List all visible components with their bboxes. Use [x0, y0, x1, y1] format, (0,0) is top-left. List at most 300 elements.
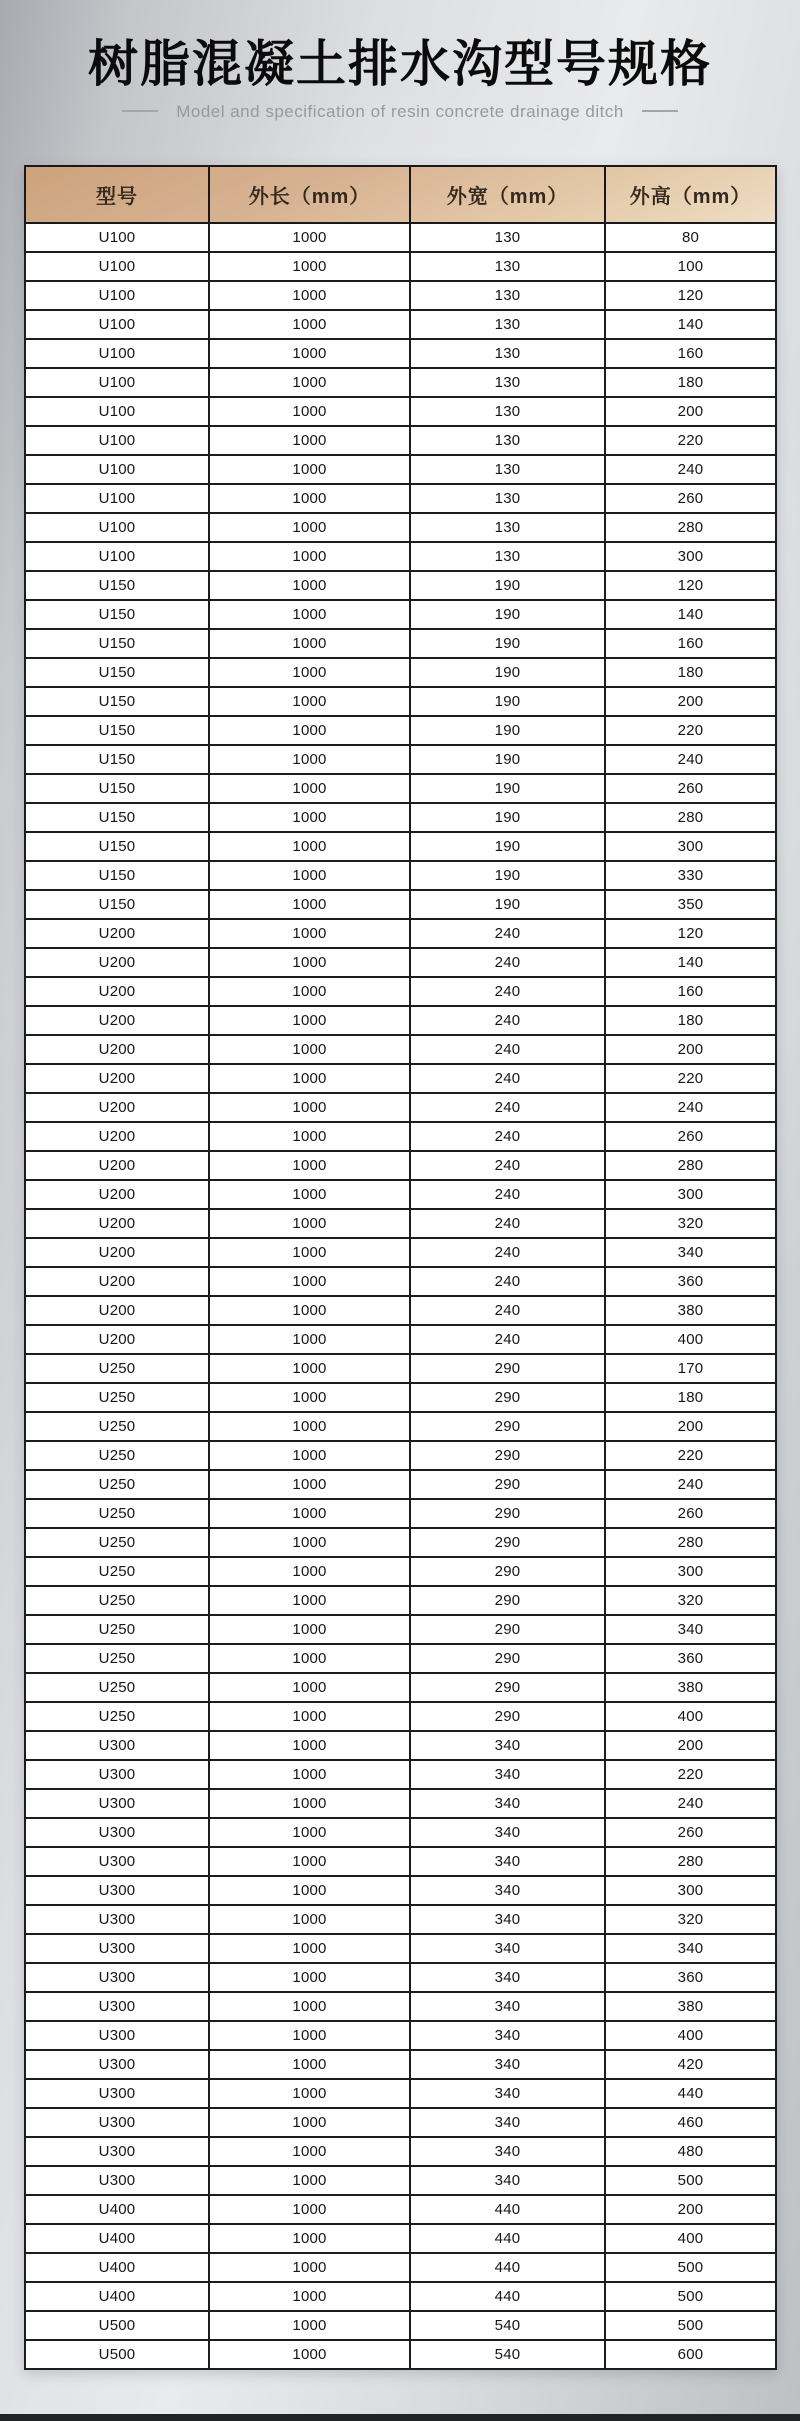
table-cell: 280	[605, 1847, 776, 1876]
table-cell: 260	[605, 484, 776, 513]
table-row	[25, 1354, 776, 1383]
table-cell: 1000	[209, 426, 410, 455]
table-cell: U150	[25, 571, 209, 600]
table-cell: 1000	[209, 1644, 410, 1673]
table-cell: U100	[25, 426, 209, 455]
table-cell: 350	[605, 890, 776, 919]
table-cell: 1000	[209, 861, 410, 890]
table-cell: 340	[410, 1963, 605, 1992]
bottom-bar	[0, 2414, 800, 2421]
table-cell: 120	[605, 919, 776, 948]
table-row	[25, 1006, 776, 1035]
table-row	[25, 1267, 776, 1296]
table-cell: 1000	[209, 2021, 410, 2050]
table-cell: U200	[25, 1093, 209, 1122]
table-cell: 190	[410, 745, 605, 774]
table-row	[25, 2050, 776, 2079]
table-cell: 280	[605, 513, 776, 542]
table-cell: 1000	[209, 629, 410, 658]
table-cell: U300	[25, 1760, 209, 1789]
table-cell: 290	[410, 1586, 605, 1615]
table-cell: 1000	[209, 745, 410, 774]
table-cell: U250	[25, 1441, 209, 1470]
table-cell: 1000	[209, 223, 410, 252]
table-cell: U150	[25, 861, 209, 890]
table-row	[25, 1122, 776, 1151]
table-cell: 320	[605, 1586, 776, 1615]
table-row	[25, 890, 776, 919]
table-row	[25, 1209, 776, 1238]
table-cell: U100	[25, 455, 209, 484]
table-cell: 440	[410, 2282, 605, 2311]
table-cell: 1000	[209, 1615, 410, 1644]
table-cell: U100	[25, 223, 209, 252]
table-cell: U300	[25, 2137, 209, 2166]
table-cell: 1000	[209, 368, 410, 397]
table-cell: U300	[25, 2079, 209, 2108]
table-cell: U150	[25, 832, 209, 861]
table-cell: 600	[605, 2340, 776, 2369]
table-row	[25, 397, 776, 426]
table-cell: 240	[410, 1093, 605, 1122]
table-cell: 240	[410, 919, 605, 948]
table-cell: 240	[410, 1325, 605, 1354]
table-cell: 440	[410, 2224, 605, 2253]
table-cell: 1000	[209, 1934, 410, 1963]
table-cell: 340	[410, 1992, 605, 2021]
table-cell: U200	[25, 1267, 209, 1296]
table-cell: 340	[410, 2137, 605, 2166]
table-cell: 1000	[209, 1847, 410, 1876]
table-cell: 220	[605, 1064, 776, 1093]
table-cell: 240	[410, 1122, 605, 1151]
table-cell: 500	[605, 2253, 776, 2282]
table-row	[25, 774, 776, 803]
table-cell: U100	[25, 397, 209, 426]
table-cell: U300	[25, 2050, 209, 2079]
table-cell: 190	[410, 658, 605, 687]
table-row	[25, 948, 776, 977]
table-cell: 1000	[209, 1296, 410, 1325]
table-row	[25, 1151, 776, 1180]
table-cell: 200	[605, 1035, 776, 1064]
table-cell: 380	[605, 1992, 776, 2021]
table-cell: 130	[410, 484, 605, 513]
table-row	[25, 861, 776, 890]
table-cell: 240	[410, 948, 605, 977]
table-cell: 240	[410, 977, 605, 1006]
table-cell: 220	[605, 1760, 776, 1789]
table-cell: 200	[605, 397, 776, 426]
table-cell: 130	[410, 542, 605, 571]
table-row	[25, 1238, 776, 1267]
table-cell: 240	[410, 1035, 605, 1064]
table-cell: U300	[25, 1818, 209, 1847]
table-cell: 280	[605, 1151, 776, 1180]
table-row	[25, 310, 776, 339]
table-cell: 1000	[209, 1789, 410, 1818]
table-cell: U150	[25, 890, 209, 919]
table-cell: 1000	[209, 890, 410, 919]
table-cell: 420	[605, 2050, 776, 2079]
table-cell: 1000	[209, 2340, 410, 2369]
table-cell: 340	[410, 2079, 605, 2108]
table-row	[25, 223, 776, 252]
table-cell: 180	[605, 1383, 776, 1412]
subtitle-left-dash-icon	[122, 110, 158, 112]
table-cell: 1000	[209, 1992, 410, 2021]
table-cell: 1000	[209, 1035, 410, 1064]
table-cell: U300	[25, 1905, 209, 1934]
table-row	[25, 2340, 776, 2369]
table-cell: 190	[410, 629, 605, 658]
table-row	[25, 1093, 776, 1122]
table-cell: 220	[605, 1441, 776, 1470]
table-cell: 130	[410, 339, 605, 368]
table-cell: 240	[410, 1180, 605, 1209]
table-row	[25, 426, 776, 455]
table-cell: U200	[25, 1325, 209, 1354]
table-row	[25, 484, 776, 513]
spec-table-body	[25, 223, 776, 2369]
table-cell: 220	[605, 426, 776, 455]
table-cell: 130	[410, 310, 605, 339]
table-row	[25, 2282, 776, 2311]
table-cell: 1000	[209, 1093, 410, 1122]
table-cell: 130	[410, 281, 605, 310]
table-cell: 340	[410, 1905, 605, 1934]
table-row	[25, 803, 776, 832]
table-row	[25, 1702, 776, 1731]
table-cell: 290	[410, 1354, 605, 1383]
table-cell: 190	[410, 716, 605, 745]
table-row	[25, 455, 776, 484]
table-row	[25, 1876, 776, 1905]
table-row	[25, 513, 776, 542]
table-cell: 290	[410, 1557, 605, 1586]
table-cell: 300	[605, 542, 776, 571]
table-cell: U300	[25, 1934, 209, 1963]
table-cell: 380	[605, 1673, 776, 1702]
table-cell: 1000	[209, 1818, 410, 1847]
table-cell: U300	[25, 1963, 209, 1992]
table-row	[25, 600, 776, 629]
table-cell: 1000	[209, 2253, 410, 2282]
table-cell: U200	[25, 1238, 209, 1267]
table-cell: U100	[25, 252, 209, 281]
table-cell: 340	[410, 1789, 605, 1818]
table-cell: 140	[605, 600, 776, 629]
table-cell: U100	[25, 310, 209, 339]
table-cell: 280	[605, 1528, 776, 1557]
table-cell: 140	[605, 948, 776, 977]
table-row	[25, 1470, 776, 1499]
table-cell: 1000	[209, 948, 410, 977]
table-cell: 290	[410, 1499, 605, 1528]
table-cell: 200	[605, 687, 776, 716]
table-cell: 190	[410, 687, 605, 716]
table-cell: 1000	[209, 658, 410, 687]
table-cell: 240	[605, 1789, 776, 1818]
table-cell: U200	[25, 1122, 209, 1151]
table-cell: U300	[25, 1789, 209, 1818]
table-cell: U200	[25, 1035, 209, 1064]
table-cell: 260	[605, 1818, 776, 1847]
table-row	[25, 2166, 776, 2195]
table-cell: 1000	[209, 2224, 410, 2253]
table-cell: 240	[605, 745, 776, 774]
table-cell: 1000	[209, 1673, 410, 1702]
table-cell: 130	[410, 223, 605, 252]
table-cell: 340	[410, 1731, 605, 1760]
table-cell: 180	[605, 368, 776, 397]
table-cell: 540	[410, 2311, 605, 2340]
table-row	[25, 2137, 776, 2166]
table-cell: 130	[410, 513, 605, 542]
table-cell: 400	[605, 1702, 776, 1731]
table-cell: 290	[410, 1644, 605, 1673]
table-cell: 1000	[209, 455, 410, 484]
table-cell: 290	[410, 1412, 605, 1441]
table-cell: 190	[410, 861, 605, 890]
table-row	[25, 1296, 776, 1325]
table-row	[25, 2108, 776, 2137]
table-cell: 290	[410, 1528, 605, 1557]
table-cell: U200	[25, 1180, 209, 1209]
page-title: 树脂混凝土排水沟型号规格	[88, 36, 712, 92]
spec-table	[24, 165, 777, 2370]
table-cell: 1000	[209, 310, 410, 339]
table-cell: 290	[410, 1615, 605, 1644]
table-row	[25, 658, 776, 687]
table-cell: 340	[410, 1876, 605, 1905]
col-header-outer-width: 外宽（mm）	[410, 166, 605, 223]
table-cell: 190	[410, 803, 605, 832]
table-cell: 180	[605, 658, 776, 687]
table-row	[25, 1586, 776, 1615]
table-cell: 500	[605, 2311, 776, 2340]
table-cell: 300	[605, 1876, 776, 1905]
table-cell: U150	[25, 658, 209, 687]
table-row	[25, 2195, 776, 2224]
table-cell: U300	[25, 2108, 209, 2137]
table-cell: 1000	[209, 1586, 410, 1615]
table-cell: U250	[25, 1383, 209, 1412]
table-cell: 400	[605, 1325, 776, 1354]
table-cell: 120	[605, 281, 776, 310]
table-cell: 1000	[209, 2050, 410, 2079]
table-cell: 290	[410, 1702, 605, 1731]
table-row	[25, 745, 776, 774]
table-cell: 1000	[209, 1557, 410, 1586]
table-cell: 220	[605, 716, 776, 745]
table-cell: 1000	[209, 281, 410, 310]
table-cell: 240	[605, 1093, 776, 1122]
table-cell: 1000	[209, 716, 410, 745]
table-cell: 240	[410, 1064, 605, 1093]
col-header-model: 型号	[25, 166, 209, 223]
table-cell: U100	[25, 513, 209, 542]
table-cell: 290	[410, 1673, 605, 1702]
table-row	[25, 1412, 776, 1441]
table-cell: 160	[605, 339, 776, 368]
table-row	[25, 1905, 776, 1934]
table-cell: 130	[410, 397, 605, 426]
table-cell: 290	[410, 1470, 605, 1499]
table-row	[25, 2079, 776, 2108]
table-row	[25, 1992, 776, 2021]
table-cell: U250	[25, 1702, 209, 1731]
table-cell: 360	[605, 1267, 776, 1296]
table-cell: 1000	[209, 977, 410, 1006]
table-cell: 1000	[209, 513, 410, 542]
table-cell: 1000	[209, 1905, 410, 1934]
table-cell: 400	[605, 2224, 776, 2253]
table-cell: U200	[25, 1151, 209, 1180]
table-cell: 340	[605, 1615, 776, 1644]
table-cell: 1000	[209, 2311, 410, 2340]
table-cell: 540	[410, 2340, 605, 2369]
table-cell: 1000	[209, 1441, 410, 1470]
table-cell: 340	[605, 1934, 776, 1963]
table-cell: U500	[25, 2340, 209, 2369]
table-cell: 380	[605, 1296, 776, 1325]
table-cell: 280	[605, 803, 776, 832]
table-cell: 300	[605, 1180, 776, 1209]
table-cell: 1000	[209, 1354, 410, 1383]
table-cell: U250	[25, 1528, 209, 1557]
table-cell: 1000	[209, 919, 410, 948]
table-cell: U300	[25, 1992, 209, 2021]
table-cell: U300	[25, 1847, 209, 1876]
table-row	[25, 687, 776, 716]
table-row	[25, 2021, 776, 2050]
table-cell: U250	[25, 1644, 209, 1673]
table-cell: 290	[410, 1441, 605, 1470]
table-cell: 1000	[209, 542, 410, 571]
table-cell: 200	[605, 2195, 776, 2224]
table-row	[25, 2253, 776, 2282]
table-cell: 1000	[209, 2079, 410, 2108]
table-cell: U100	[25, 368, 209, 397]
table-row	[25, 1818, 776, 1847]
table-cell: 1000	[209, 687, 410, 716]
table-cell: U150	[25, 600, 209, 629]
table-row	[25, 919, 776, 948]
table-cell: 460	[605, 2108, 776, 2137]
table-cell: 340	[410, 1818, 605, 1847]
table-cell: 1000	[209, 2282, 410, 2311]
table-cell: 260	[605, 774, 776, 803]
table-cell: 340	[605, 1238, 776, 1267]
table-cell: 130	[410, 455, 605, 484]
table-cell: 1000	[209, 339, 410, 368]
table-row	[25, 368, 776, 397]
table-cell: 120	[605, 571, 776, 600]
table-cell: 1000	[209, 1876, 410, 1905]
table-cell: 1000	[209, 2108, 410, 2137]
table-row	[25, 2311, 776, 2340]
table-cell: U200	[25, 1064, 209, 1093]
table-cell: 320	[605, 1905, 776, 1934]
table-header-row	[25, 166, 776, 223]
table-cell: 180	[605, 1006, 776, 1035]
table-cell: U150	[25, 745, 209, 774]
table-cell: 1000	[209, 832, 410, 861]
table-cell: 240	[605, 455, 776, 484]
table-cell: 500	[605, 2282, 776, 2311]
table-row	[25, 1441, 776, 1470]
table-row	[25, 1673, 776, 1702]
table-cell: 340	[410, 1847, 605, 1876]
table-cell: U150	[25, 803, 209, 832]
table-row	[25, 1180, 776, 1209]
table-cell: 340	[410, 1760, 605, 1789]
table-cell: 200	[605, 1412, 776, 1441]
table-cell: U250	[25, 1586, 209, 1615]
table-cell: 1000	[209, 1963, 410, 1992]
table-cell: U250	[25, 1470, 209, 1499]
col-header-outer-height: 外高（mm）	[605, 166, 776, 223]
table-cell: U200	[25, 1209, 209, 1238]
table-cell: U150	[25, 629, 209, 658]
table-cell: 1000	[209, 1267, 410, 1296]
table-row	[25, 1035, 776, 1064]
table-cell: 1000	[209, 1412, 410, 1441]
table-cell: 240	[410, 1267, 605, 1296]
table-row	[25, 1847, 776, 1876]
table-cell: 1000	[209, 1702, 410, 1731]
table-cell: 260	[605, 1122, 776, 1151]
table-cell: U200	[25, 977, 209, 1006]
table-cell: 1000	[209, 252, 410, 281]
table-row	[25, 571, 776, 600]
table-cell: U100	[25, 542, 209, 571]
table-cell: 1000	[209, 1151, 410, 1180]
table-row	[25, 1789, 776, 1818]
table-cell: 300	[605, 832, 776, 861]
table-cell: U150	[25, 687, 209, 716]
table-row	[25, 832, 776, 861]
col-header-outer-length: 外长（mm）	[209, 166, 410, 223]
table-cell: 340	[410, 2021, 605, 2050]
table-cell: 1000	[209, 2195, 410, 2224]
table-cell: 480	[605, 2137, 776, 2166]
table-cell: 1000	[209, 2166, 410, 2195]
table-row	[25, 1963, 776, 1992]
table-row	[25, 977, 776, 1006]
table-row	[25, 281, 776, 310]
table-cell: 1000	[209, 1528, 410, 1557]
table-cell: 190	[410, 890, 605, 919]
table-cell: 340	[410, 1934, 605, 1963]
table-cell: 440	[605, 2079, 776, 2108]
table-cell: U100	[25, 339, 209, 368]
table-cell: U200	[25, 919, 209, 948]
table-row	[25, 1731, 776, 1760]
table-cell: 240	[410, 1209, 605, 1238]
table-cell: 1000	[209, 484, 410, 513]
table-cell: 1000	[209, 1180, 410, 1209]
table-row	[25, 1064, 776, 1093]
table-cell: 130	[410, 426, 605, 455]
table-row	[25, 1557, 776, 1586]
table-cell: 1000	[209, 397, 410, 426]
table-cell: 1000	[209, 600, 410, 629]
table-row	[25, 2224, 776, 2253]
table-row	[25, 629, 776, 658]
table-row	[25, 1644, 776, 1673]
